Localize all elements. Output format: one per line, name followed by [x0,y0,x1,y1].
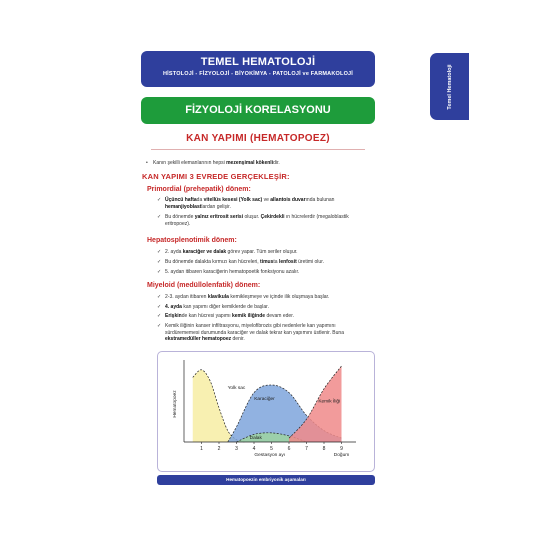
series-label-yolk-sac: Yolk sac [227,385,246,391]
primordial-item-2: Bu dönemde yalnız eritrosit serisi oluşur. Çekirdekli ın hücrelerdir (megaloblastik eritropoez). [165,214,349,227]
check-icon: ✓ [157,259,162,265]
x-tick-label: 2 [217,446,221,452]
primordial-heading: Primordial (prehepatik) dönem: [147,186,251,193]
myeloid-item-4: Kemik iliğinin kanser infiltrasyonu, miyelofibrozis gibi nedenlerle kan yapımını sürdürememesi durumunda karaciğer ve dalak tekrar kan yapımını üstlenir. Buna ekstramedüller hematopoez denir. [165,323,344,342]
check-icon: ✓ [157,197,162,203]
hepatosplenic-item-3: 5. aydan itibaren karaciğerin hematopoetik fonksiyonu azalır. [165,269,300,275]
y-axis-title: Hematopoez [173,390,178,418]
check-icon: ✓ [157,214,162,220]
side-tab-label: Temel Hematoloji [446,63,453,110]
series-label-karaciğer: Karaciğer [254,397,275,403]
x-tick-label: 4 [252,446,256,452]
series-label-kemik-i̇liği: Kemik İliği [318,399,341,405]
x-end-label: Doğum [333,453,350,458]
x-tick-label: 7 [305,446,308,452]
book-header [141,51,375,87]
x-tick-label: 3 [235,446,238,452]
chapter-side-tab[interactable] [430,53,469,120]
x-tick-label: 9 [340,446,343,452]
bullet-icon: • [146,160,148,166]
x-tick-label: 1 [200,446,203,452]
book-subtitle: HİSTOLOJİ - FİZYOLOJİ - BİYOKİMYA - PATOLOJİ ve FARMAKOLOJİ [162,71,354,77]
hematopoiesis-chart [158,352,376,473]
myeloid-item-3: Erişkinde kan hücresi yapımı kemik iliğinde devam eder. [165,313,294,319]
chart-ticks [200,442,343,452]
chart-caption: Hematopoezin embriyonik aşamaları [157,475,375,485]
myeloid-item-2: 4. ayda kan yapımı diğer kemiklerde de başlar. [165,304,269,310]
x-axis-title: Gestasyon ayı [254,453,286,458]
x-tick-label: 8 [322,446,326,452]
hematopoiesis-chart-frame [157,351,375,472]
x-tick-label: 5 [270,446,273,452]
page-title: KAN YAPIMI (HEMATOPOEZ) [186,133,330,144]
hepatosplenic-item-1: 2. ayda karaciğer ve dalak görev yapar. Tüm seriler oluşur. [165,249,298,255]
book-title: TEMEL HEMATOLOJİ [200,56,316,68]
check-icon: ✓ [157,323,162,329]
intro-text: Kanın şekilli elemanlarının hepsi mezenşimal kökenlidir. [153,160,280,166]
series-label-dalak: Dalak [249,435,262,441]
chart-areas [193,366,342,442]
primordial-item-1: Üçüncü haftada vitellüs kesesi (Yolk sac) ve allantois duvarında bulunan hemanjiyoblastlardan gelişir. [165,197,335,210]
check-icon: ✓ [157,269,162,275]
hepatosplenic-item-2: Bu dönemde dalakta kırmızı kan hücreleri, timusta lenfosit üretimi olur. [165,259,324,265]
hepatosplenic-heading: Hepatosplenotimik dönem: [147,237,237,244]
myeloid-heading: Miyeloid (medüllolenfatik) dönem: [147,282,261,289]
check-icon: ✓ [157,249,162,255]
check-icon: ✓ [157,313,162,319]
section-title: FİZYOLOJİ KORELASYONU [141,97,375,124]
check-icon: ✓ [157,294,162,300]
title-divider [151,149,365,150]
check-icon: ✓ [157,304,162,310]
myeloid-item-1: 2-3. aydan itibaren klavikula kemikleşmeye ve içinde ilik oluşmaya başlar. [165,294,330,300]
x-tick-label: 6 [287,446,291,452]
stages-heading: KAN YAPIMI 3 EVREDE GERÇEKLEŞİR: [142,172,290,181]
